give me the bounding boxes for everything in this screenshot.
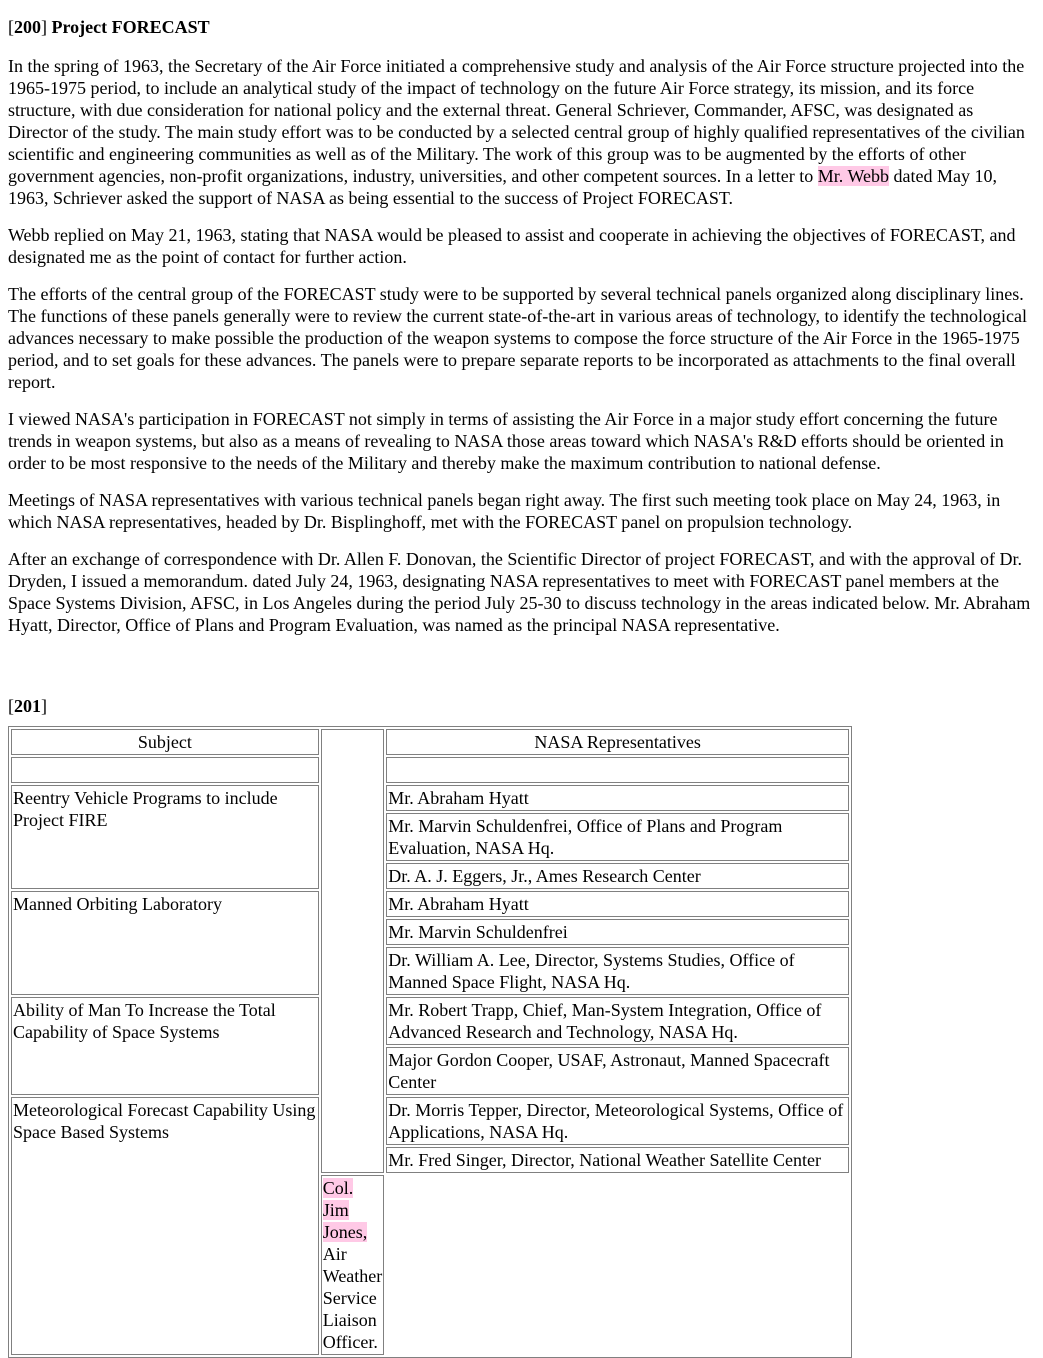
subject-cell: Meteorological Forecast Capability Using Space Based Systems: [11, 1097, 319, 1355]
paragraph-2: Webb replied on May 21, 1963, stating that NASA would be pleased to assist and cooperate in achieving the objectives of FORECAST, and designated me as the point of contact for further action.: [8, 225, 1016, 267]
representatives-table: [8, 726, 852, 1358]
table-row: [11, 891, 849, 917]
rep-cell: Major Gordon Cooper, USAF, Astronaut, Manned Spacecraft Center: [386, 1047, 849, 1095]
subject-cell: Reentry Vehicle Programs to include Project FIRE: [11, 785, 319, 889]
reps-column-header: NASA Representatives: [386, 729, 849, 755]
rep-cell: Dr. A. J. Eggers, Jr., Ames Research Center: [386, 863, 849, 889]
paragraph-3: The efforts of the central group of the FORECAST study were to be supported by several technical panels organized along disciplinary lines. The functions of these panels generally were to review the current state-of-the-art in various areas of technology, to identify the technological advances necessary to make possible the production of the weapon systems to compose the force structure of the Air Force in the 1965-1975 period, and to set goals for these advances. The panels were to prepare separate reports to be incorporated as attachments to the final overall report.: [8, 284, 1027, 392]
empty-cell: [386, 757, 849, 783]
table-row: [11, 785, 849, 811]
subject-cell: Manned Orbiting Laboratory: [11, 891, 319, 995]
paragraph-1-text-a: In the spring of 1963, the Secretary of the Air Force initiated a comprehensive study and analysis of the Air Force structure projected into the 1965-1975 period, to include an analytical study of the impact of technology on the future Air Force strategy, its mission, and its force structure, with due consideration for national policy and the external threat. General Schriever, Commander, AFSC, was designated as Director of the study. The main study effort was to be conducted by a selected central group of highly qualified representatives of the civilian scientific and engineering communities as well as of the Military. The work of this group was to be augmented by the efforts of other government agencies, non-profit organizations, industry, universities, and other competent sources. In a letter to: [8, 56, 1025, 186]
page-number-2: 201: [14, 696, 41, 716]
table-row: [11, 1097, 849, 1145]
paragraph-4: I viewed NASA's participation in FORECAST not simply in terms of assisting the Air Force in a major study effort concerning the future trends in weapon systems, but also as a means of revealing to NASA those areas toward which NASA's R&D efforts should be oriented in order to be most responsive to the needs of the Military and thereby make the maximum contribution to national defense.: [8, 409, 1004, 473]
rep-cell-text: Air Weather Service Liaison Officer.: [322, 1244, 383, 1352]
page-number: 200: [14, 17, 41, 37]
paragraph-1-text-b: dated May 10, 1963, Schriever asked the support of NASA as being essential to the success of Project FORECAST.: [8, 166, 997, 208]
rep-cell: Mr. Abraham Hyatt: [386, 785, 849, 811]
section-title: Project FORECAST: [51, 17, 210, 37]
paragraph-5: Meetings of NASA representatives with various technical panels began right away. The first such meeting took place on May 24, 1963, in which NASA representatives, headed by Dr. Bisplinghoff, met with the FORECAST panel on propulsion technology.: [8, 490, 1001, 532]
subject-column-header: Subject: [11, 729, 319, 755]
subject-cell: Ability of Man To Increase the Total Capability of Space Systems: [11, 997, 319, 1095]
rep-cell: [321, 1175, 385, 1355]
highlight-col-jim-jones: Col. Jim Jones,: [322, 1178, 368, 1242]
empty-cell: [11, 757, 319, 783]
page-marker: [201]: [8, 696, 47, 716]
rep-cell: Dr. William A. Lee, Director, Systems Studies, Office of Manned Space Flight, NASA Hq.: [386, 947, 849, 995]
paragraph-1: [8, 55, 1035, 209]
highlight-mr-webb: Mr. Webb: [817, 166, 889, 186]
rep-cell: Mr. Fred Singer, Director, National Weather Satellite Center: [386, 1147, 849, 1173]
rep-cell: Mr. Marvin Schuldenfrei, Office of Plans and Program Evaluation, NASA Hq.: [386, 813, 849, 861]
table-empty-row: [11, 757, 849, 783]
paragraph-6: After an exchange of correspondence with Dr. Allen F. Donovan, the Scientific Director of project FORECAST, and with the approval of Dr. Dryden, I issued a memorandum. dated July 24, 1963, designating NASA representatives to meet with FORECAST panel members at the Space Systems Division, AFSC, in Los Angeles during the period July 25-30 to discuss technology in the areas indicated below. Mr. Abraham Hyatt, Director, Office of Plans and Program Evaluation, was named as the principal NASA representative.: [8, 549, 1031, 635]
table-row: [11, 997, 849, 1045]
table-header-row: [11, 729, 849, 755]
spacer-column: [321, 729, 385, 1173]
rep-cell: Dr. Morris Tepper, Director, Meteorological Systems, Office of Applications, NASA Hq.: [386, 1097, 849, 1145]
rep-cell: Mr. Robert Trapp, Chief, Man-System Integration, Office of Advanced Research and Technology, NASA Hq.: [386, 997, 849, 1045]
rep-cell: Mr. Marvin Schuldenfrei: [386, 919, 849, 945]
rep-cell: Mr. Abraham Hyatt: [386, 891, 849, 917]
section-heading: [200] Project FORECAST: [8, 17, 210, 37]
